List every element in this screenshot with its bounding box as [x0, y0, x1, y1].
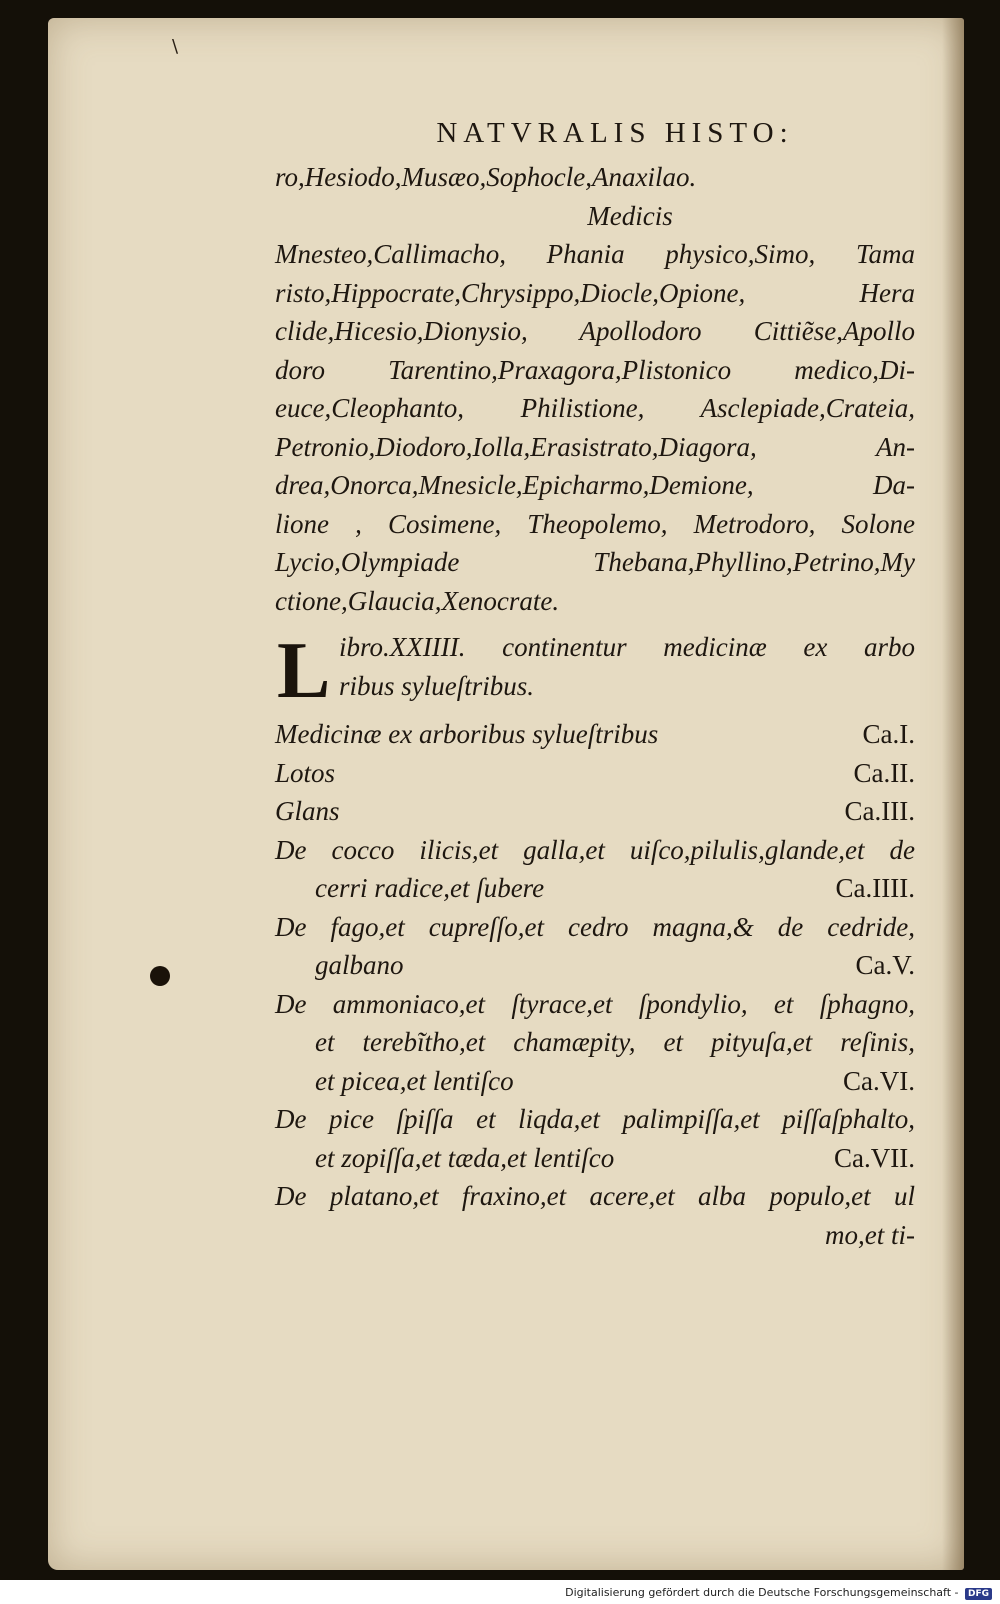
margin-mark: \: [172, 36, 179, 57]
medicis-heading: Medicis: [587, 200, 673, 231]
page-text: [275, 105, 915, 1254]
ink-blot: [150, 966, 170, 986]
toc-title: De ammoniaco,et ſtyrace,et ſpondylio, et ſphagno,: [275, 988, 915, 1019]
chapter-list: [275, 715, 915, 1254]
authors-line: Mnesteo,Callimacho, Phania physico,Simo, Tama: [275, 239, 915, 269]
toc-title: De pice ſpiſſa et liqda,et palimpiſſa,et piſſaſphalto,: [275, 1104, 915, 1134]
toc-title: De fago,et cupreſſo,et cedro magna,& de cedride,: [275, 911, 915, 942]
credit-text: Digitalisierung gefördert durch die Deutsche Forschungsgemeinschaft -: [565, 1586, 959, 1599]
toc-continuation: [275, 946, 915, 985]
page-edge-shadow: [942, 18, 964, 1570]
toc-title: Lotos: [275, 757, 336, 788]
toc-continuation: [275, 1139, 915, 1178]
toc-chapter-number: Ca.V.: [855, 950, 915, 980]
toc-chapter-number: Ca.VI.: [843, 1065, 915, 1096]
authors-line: doro Tarentino,Praxagora,Plistonico medico,Di-: [275, 354, 915, 385]
authors-line: ctione,Glaucia,Xenocrate.: [275, 585, 560, 616]
toc-title: Medicinæ ex arboribus sylueſtribus: [275, 719, 659, 749]
toc-continuation: [275, 1062, 915, 1101]
toc-entry: [275, 908, 915, 985]
authors-line: clide,Hicesio,Dionysio, Apollodoro Cittiẽse,Apollo: [275, 316, 915, 346]
toc-continuation: et terebĩtho,et chamæpity, et pityuſa,et reſinis,: [315, 1027, 915, 1057]
toc-entry: [275, 1177, 915, 1254]
book-intro-line: ibro.XXIIII. continentur medicinæ ex arbo: [339, 632, 915, 662]
toc-title: et zopiſſa,et tæda,et lentiſco: [315, 1142, 615, 1173]
running-head: NATVRALIS HISTO:: [436, 117, 794, 149]
toc-chapter-number: Ca.IIII.: [835, 873, 915, 903]
toc-entry: [275, 792, 915, 831]
toc-chapter-number: Ca.II.: [853, 757, 915, 788]
toc-entry: [275, 1100, 915, 1177]
toc-title: mo,et ti-: [825, 1219, 915, 1250]
toc-entry: [275, 715, 915, 754]
dfg-logo: DFG: [965, 1588, 992, 1600]
authors-line: risto,Hippocrate,Chrysippo,Diocle,Opione, Hera: [275, 277, 915, 308]
authors-line: Lycio,Olympiade Thebana,Phyllino,Petrino,My: [275, 547, 915, 577]
toc-title: cerri radice,et ſubere: [315, 873, 545, 903]
toc-chapter-number: Ca.VII.: [834, 1142, 915, 1173]
authors-line: euce,Cleophanto, Philistione, Asclepiade,Crateia,: [275, 393, 915, 423]
toc-title: De platano,et fraxino,et acere,et alba populo,et ul: [275, 1181, 915, 1211]
authors-line: drea,Onorca,Mnesicle,Epicharmo,Demione, Da-: [275, 470, 915, 500]
authors-list: [275, 235, 915, 620]
book-intro: [275, 627, 915, 715]
toc-chapter-number: Ca.I.: [862, 719, 915, 749]
toc-continuation: [275, 869, 915, 908]
authors-line: lione , Cosimene, Theopolemo, Metrodoro, Solone: [275, 508, 915, 539]
toc-chapter-number: Ca.III.: [844, 796, 915, 826]
toc-entry: [275, 831, 915, 908]
toc-title: Glans: [275, 796, 340, 826]
digitization-credit: [565, 1586, 992, 1600]
book-intro-line: ribus sylueſtribus.: [339, 670, 535, 701]
authors-line: Petronio,Diodoro,Iolla,Erasistrato,Diagora, An-: [275, 431, 915, 462]
toc-entry: [275, 754, 915, 793]
intro-line: ro,Hesiodo,Musæo,Sophocle,Anaxilao.: [275, 162, 697, 192]
toc-title: galbano: [315, 950, 404, 980]
toc-entry: [275, 985, 915, 1101]
toc-title: De cocco ilicis,et galla,et uiſco,pilulis,glande,et de: [275, 834, 915, 865]
toc-title: et picea,et lentiſco: [315, 1065, 514, 1096]
drop-cap: L: [277, 627, 331, 715]
